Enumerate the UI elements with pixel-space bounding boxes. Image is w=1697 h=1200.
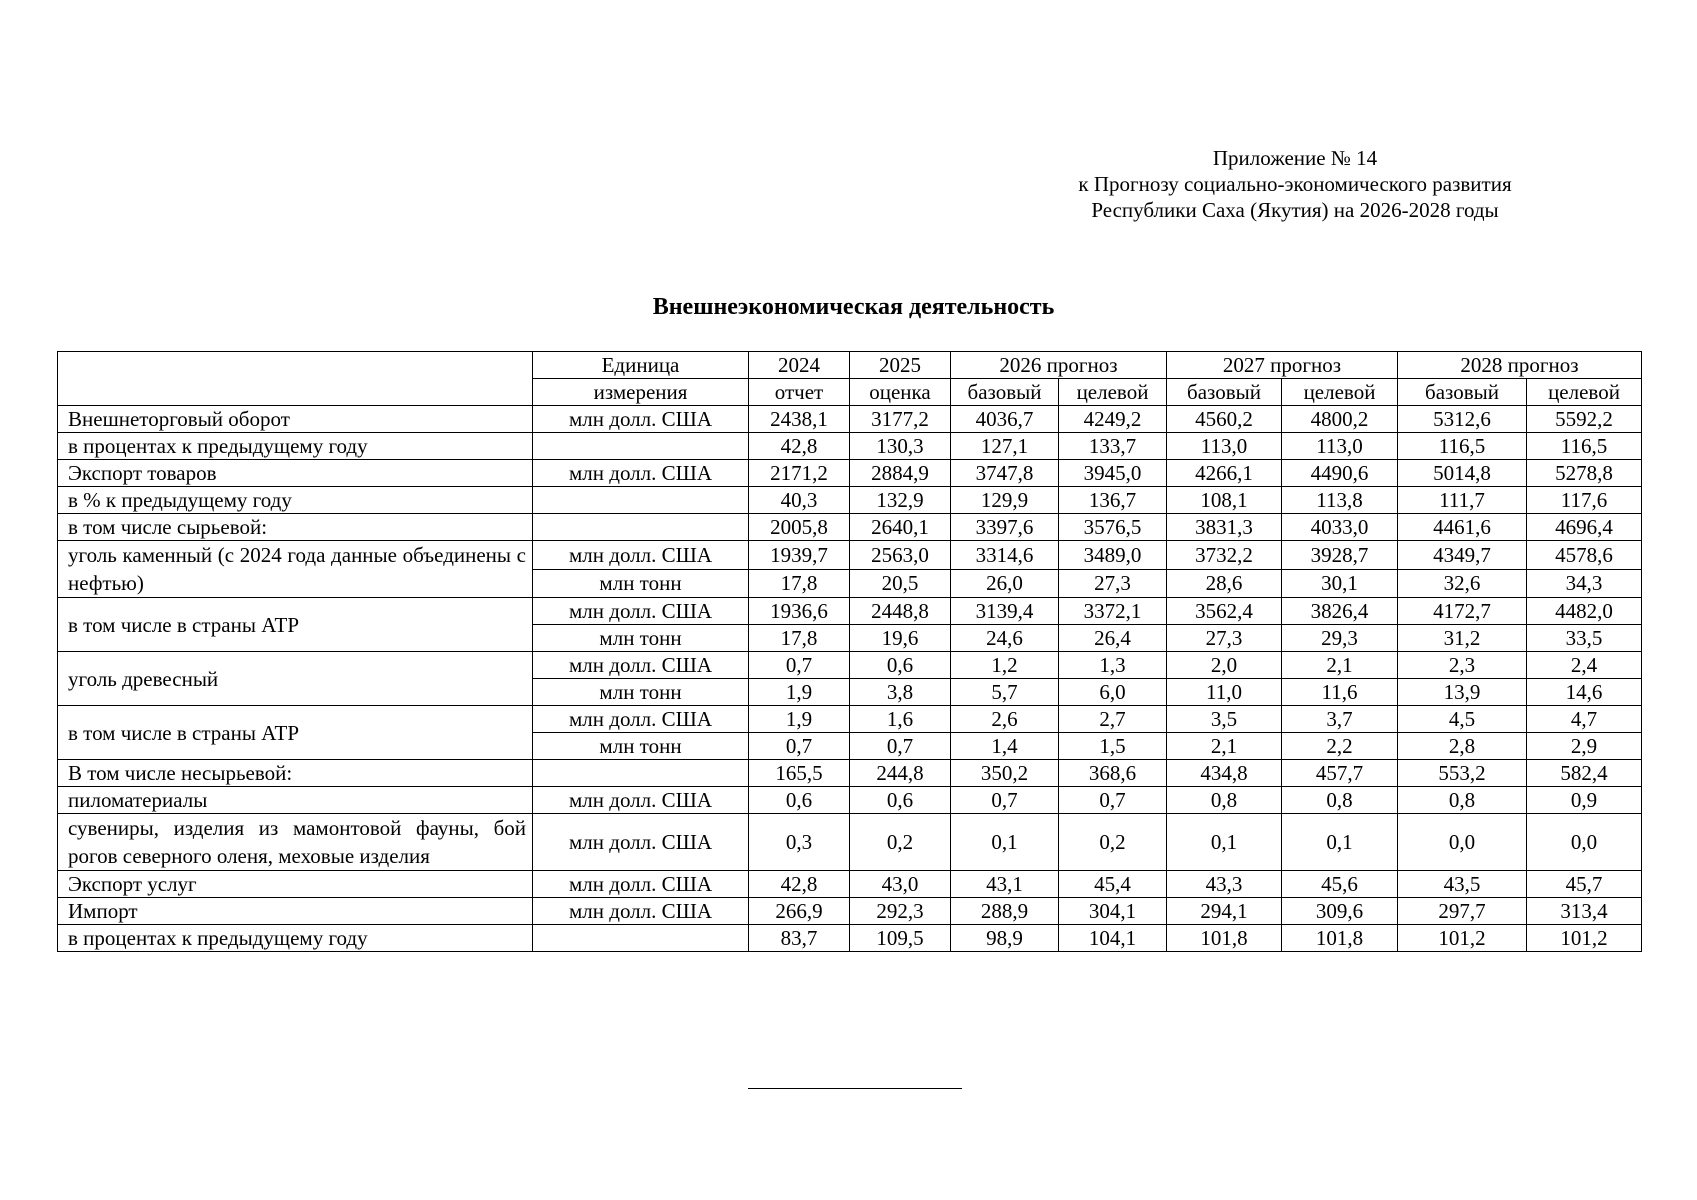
value-cell: 2563,0 [850, 541, 951, 570]
value-cell: 0,6 [749, 787, 850, 814]
value-cell: 1,3 [1059, 652, 1167, 679]
table-row [58, 460, 1642, 487]
value-cell: 0,7 [749, 733, 850, 760]
value-cell: 1,5 [1059, 733, 1167, 760]
value-cell: 0,1 [951, 814, 1059, 871]
value-cell: 2,0 [1167, 652, 1282, 679]
value-cell: 3928,7 [1282, 541, 1398, 570]
value-cell: 27,3 [1167, 625, 1282, 652]
value-cell: 582,4 [1527, 760, 1642, 787]
value-cell: 1,6 [850, 706, 951, 733]
value-cell: 45,7 [1527, 871, 1642, 898]
table-row [58, 706, 1642, 733]
row-indicator: сувениры, изделия из мамонтовой фауны, бой рогов северного оленя, меховые изделия [58, 814, 533, 871]
value-cell: 30,1 [1282, 569, 1398, 598]
value-cell: 113,0 [1167, 433, 1282, 460]
value-cell: 553,2 [1398, 760, 1527, 787]
value-cell: 42,8 [749, 433, 850, 460]
row-unit: млн долл. США [533, 541, 749, 570]
value-cell: 3,5 [1167, 706, 1282, 733]
value-cell: 11,0 [1167, 679, 1282, 706]
table-row [58, 406, 1642, 433]
value-cell: 20,5 [850, 569, 951, 598]
table-row [58, 514, 1642, 541]
value-cell: 133,7 [1059, 433, 1167, 460]
value-cell: 5014,8 [1398, 460, 1527, 487]
row-indicator: в процентах к предыдущему году [58, 925, 533, 952]
value-cell: 434,8 [1167, 760, 1282, 787]
value-cell: 109,5 [850, 925, 951, 952]
value-cell: 2171,2 [749, 460, 850, 487]
header-2026-base: базовый [951, 379, 1059, 406]
value-cell: 26,4 [1059, 625, 1167, 652]
header-unit-line1: Единица [533, 352, 749, 379]
value-cell: 1,2 [951, 652, 1059, 679]
header-2027-base: базовый [1167, 379, 1282, 406]
row-unit: млн долл. США [533, 787, 749, 814]
row-indicator: Внешнеторговый оборот [58, 406, 533, 433]
value-cell: 32,6 [1398, 569, 1527, 598]
value-cell: 83,7 [749, 925, 850, 952]
value-cell: 1,9 [749, 679, 850, 706]
row-unit [533, 433, 749, 460]
bottom-separator-line [748, 1088, 962, 1089]
value-cell: 19,6 [850, 625, 951, 652]
value-cell: 2,8 [1398, 733, 1527, 760]
value-cell: 457,7 [1282, 760, 1398, 787]
value-cell: 4461,6 [1398, 514, 1527, 541]
value-cell: 313,4 [1527, 898, 1642, 925]
value-cell: 0,1 [1282, 814, 1398, 871]
value-cell: 130,3 [850, 433, 951, 460]
row-indicator: в том числе сырьевой: [58, 514, 533, 541]
value-cell: 4696,4 [1527, 514, 1642, 541]
row-unit: млн тонн [533, 569, 749, 598]
value-cell: 266,9 [749, 898, 850, 925]
value-cell: 3732,2 [1167, 541, 1282, 570]
value-cell: 3562,4 [1167, 598, 1282, 625]
header-year-2024: 2024 [749, 352, 850, 379]
value-cell: 113,8 [1282, 487, 1398, 514]
row-indicator: пиломатериалы [58, 787, 533, 814]
value-cell: 45,6 [1282, 871, 1398, 898]
value-cell: 113,0 [1282, 433, 1398, 460]
row-unit [533, 514, 749, 541]
page-title: Внешнеэкономическая деятельность [652, 294, 1055, 320]
appendix-header [1000, 145, 1590, 223]
value-cell: 33,5 [1527, 625, 1642, 652]
value-cell: 116,5 [1398, 433, 1527, 460]
value-cell: 5592,2 [1527, 406, 1642, 433]
value-cell: 3,8 [850, 679, 951, 706]
value-cell: 31,2 [1398, 625, 1527, 652]
row-indicator: Импорт [58, 898, 533, 925]
value-cell: 2,7 [1059, 706, 1167, 733]
value-cell: 3826,4 [1282, 598, 1398, 625]
value-cell: 3489,0 [1059, 541, 1167, 570]
value-cell: 2438,1 [749, 406, 850, 433]
value-cell: 0,8 [1282, 787, 1398, 814]
value-cell: 11,6 [1282, 679, 1398, 706]
appendix-number: Приложение № 14 [1212, 146, 1378, 170]
value-cell: 43,3 [1167, 871, 1282, 898]
value-cell: 2,1 [1282, 652, 1398, 679]
value-cell: 40,3 [749, 487, 850, 514]
row-unit [533, 760, 749, 787]
value-cell: 1,4 [951, 733, 1059, 760]
value-cell: 111,7 [1398, 487, 1527, 514]
value-cell: 2884,9 [850, 460, 951, 487]
value-cell: 4800,2 [1282, 406, 1398, 433]
value-cell: 5,7 [951, 679, 1059, 706]
header-2024-report: отчет [749, 379, 850, 406]
value-cell: 3747,8 [951, 460, 1059, 487]
value-cell: 3831,3 [1167, 514, 1282, 541]
value-cell: 108,1 [1167, 487, 1282, 514]
row-indicator: уголь каменный (с 2024 года данные объединены с нефтью) [58, 541, 533, 598]
value-cell: 2,4 [1527, 652, 1642, 679]
value-cell: 2,3 [1398, 652, 1527, 679]
value-cell: 2,2 [1282, 733, 1398, 760]
value-cell: 101,8 [1167, 925, 1282, 952]
table-row [58, 598, 1642, 625]
row-indicator: Экспорт товаров [58, 460, 533, 487]
value-cell: 3397,6 [951, 514, 1059, 541]
value-cell: 116,5 [1527, 433, 1642, 460]
value-cell: 3314,6 [951, 541, 1059, 570]
value-cell: 0,7 [1059, 787, 1167, 814]
value-cell: 28,6 [1167, 569, 1282, 598]
header-2027-target: целевой [1282, 379, 1398, 406]
row-unit: млн тонн [533, 733, 749, 760]
value-cell: 17,8 [749, 625, 850, 652]
row-unit [533, 487, 749, 514]
value-cell: 43,0 [850, 871, 951, 898]
value-cell: 104,1 [1059, 925, 1167, 952]
header-forecast-2027: 2027 прогноз [1167, 352, 1398, 379]
appendix-region-period: Республики Саха (Якутия) на 2026-2028 годы [1091, 198, 1499, 222]
value-cell: 309,6 [1282, 898, 1398, 925]
value-cell: 288,9 [951, 898, 1059, 925]
value-cell: 2005,8 [749, 514, 850, 541]
value-cell: 0,0 [1398, 814, 1527, 871]
value-cell: 1,9 [749, 706, 850, 733]
value-cell: 98,9 [951, 925, 1059, 952]
value-cell: 0,2 [1059, 814, 1167, 871]
table-row [58, 787, 1642, 814]
value-cell: 4033,0 [1282, 514, 1398, 541]
value-cell: 294,1 [1167, 898, 1282, 925]
value-cell: 0,1 [1167, 814, 1282, 871]
value-cell: 2,6 [951, 706, 1059, 733]
row-unit: млн долл. США [533, 814, 749, 871]
value-cell: 4482,0 [1527, 598, 1642, 625]
value-cell: 0,7 [749, 652, 850, 679]
value-cell: 6,0 [1059, 679, 1167, 706]
value-cell: 4172,7 [1398, 598, 1527, 625]
value-cell: 3139,4 [951, 598, 1059, 625]
value-cell: 2,1 [1167, 733, 1282, 760]
value-cell: 43,5 [1398, 871, 1527, 898]
table-row [58, 433, 1642, 460]
value-cell: 43,1 [951, 871, 1059, 898]
header-indicator-cell [58, 352, 533, 406]
value-cell: 4266,1 [1167, 460, 1282, 487]
row-indicator: в том числе в страны АТР [58, 706, 533, 760]
row-indicator: в % к предыдущему году [58, 487, 533, 514]
value-cell: 136,7 [1059, 487, 1167, 514]
value-cell: 3576,5 [1059, 514, 1167, 541]
value-cell: 2448,8 [850, 598, 951, 625]
row-unit: млн долл. США [533, 898, 749, 925]
value-cell: 117,6 [1527, 487, 1642, 514]
value-cell: 34,3 [1527, 569, 1642, 598]
value-cell: 2640,1 [850, 514, 951, 541]
value-cell: 0,8 [1398, 787, 1527, 814]
value-cell: 292,3 [850, 898, 951, 925]
value-cell: 3945,0 [1059, 460, 1167, 487]
table-row [58, 541, 1642, 570]
row-unit: млн долл. США [533, 652, 749, 679]
row-indicator: в процентах к предыдущему году [58, 433, 533, 460]
value-cell: 1936,6 [749, 598, 850, 625]
value-cell: 244,8 [850, 760, 951, 787]
value-cell: 101,8 [1282, 925, 1398, 952]
value-cell: 4490,6 [1282, 460, 1398, 487]
appendix-reference: к Прогнозу социально-экономического развития [1078, 172, 1512, 196]
foreign-trade-table [57, 351, 1642, 952]
value-cell: 5312,6 [1398, 406, 1527, 433]
value-cell: 13,9 [1398, 679, 1527, 706]
value-cell: 0,0 [1527, 814, 1642, 871]
header-year-2025: 2025 [850, 352, 951, 379]
row-unit: млн тонн [533, 625, 749, 652]
table-row [58, 652, 1642, 679]
row-unit [533, 925, 749, 952]
value-cell: 27,3 [1059, 569, 1167, 598]
table-row [58, 760, 1642, 787]
table-row [58, 814, 1642, 871]
value-cell: 26,0 [951, 569, 1059, 598]
value-cell: 5278,8 [1527, 460, 1642, 487]
row-indicator: уголь древесный [58, 652, 533, 706]
value-cell: 1939,7 [749, 541, 850, 570]
row-unit: млн долл. США [533, 406, 749, 433]
value-cell: 4349,7 [1398, 541, 1527, 570]
value-cell: 2,9 [1527, 733, 1642, 760]
row-indicator: Экспорт услуг [58, 871, 533, 898]
table-row [58, 487, 1642, 514]
value-cell: 101,2 [1527, 925, 1642, 952]
header-forecast-2028: 2028 прогноз [1398, 352, 1642, 379]
row-unit: млн долл. США [533, 460, 749, 487]
value-cell: 42,8 [749, 871, 850, 898]
row-unit: млн долл. США [533, 871, 749, 898]
header-unit-line2: измерения [533, 379, 749, 406]
value-cell: 165,5 [749, 760, 850, 787]
value-cell: 29,3 [1282, 625, 1398, 652]
value-cell: 127,1 [951, 433, 1059, 460]
row-unit: млн долл. США [533, 598, 749, 625]
header-forecast-2026: 2026 прогноз [951, 352, 1167, 379]
table-body [58, 406, 1642, 952]
row-indicator: В том числе несырьевой: [58, 760, 533, 787]
value-cell: 304,1 [1059, 898, 1167, 925]
value-cell: 0,3 [749, 814, 850, 871]
table-row [58, 871, 1642, 898]
value-cell: 350,2 [951, 760, 1059, 787]
value-cell: 4036,7 [951, 406, 1059, 433]
value-cell: 4,5 [1398, 706, 1527, 733]
row-unit: млн долл. США [533, 706, 749, 733]
value-cell: 0,2 [850, 814, 951, 871]
value-cell: 3372,1 [1059, 598, 1167, 625]
value-cell: 4560,2 [1167, 406, 1282, 433]
value-cell: 0,6 [850, 787, 951, 814]
value-cell: 101,2 [1398, 925, 1527, 952]
value-cell: 4,7 [1527, 706, 1642, 733]
value-cell: 297,7 [1398, 898, 1527, 925]
value-cell: 4249,2 [1059, 406, 1167, 433]
value-cell: 129,9 [951, 487, 1059, 514]
header-2028-base: базовый [1398, 379, 1527, 406]
value-cell: 0,7 [850, 733, 951, 760]
row-unit: млн тонн [533, 679, 749, 706]
value-cell: 132,9 [850, 487, 951, 514]
value-cell: 24,6 [951, 625, 1059, 652]
value-cell: 0,9 [1527, 787, 1642, 814]
table-row [58, 925, 1642, 952]
table-header [58, 352, 1642, 406]
header-2026-target: целевой [1059, 379, 1167, 406]
value-cell: 4578,6 [1527, 541, 1642, 570]
value-cell: 3177,2 [850, 406, 951, 433]
row-indicator: в том числе в страны АТР [58, 598, 533, 652]
value-cell: 368,6 [1059, 760, 1167, 787]
value-cell: 45,4 [1059, 871, 1167, 898]
value-cell: 0,6 [850, 652, 951, 679]
value-cell: 17,8 [749, 569, 850, 598]
table-row [58, 898, 1642, 925]
value-cell: 0,7 [951, 787, 1059, 814]
value-cell: 3,7 [1282, 706, 1398, 733]
value-cell: 0,8 [1167, 787, 1282, 814]
header-2025-estimate: оценка [850, 379, 951, 406]
value-cell: 14,6 [1527, 679, 1642, 706]
header-2028-target: целевой [1527, 379, 1642, 406]
